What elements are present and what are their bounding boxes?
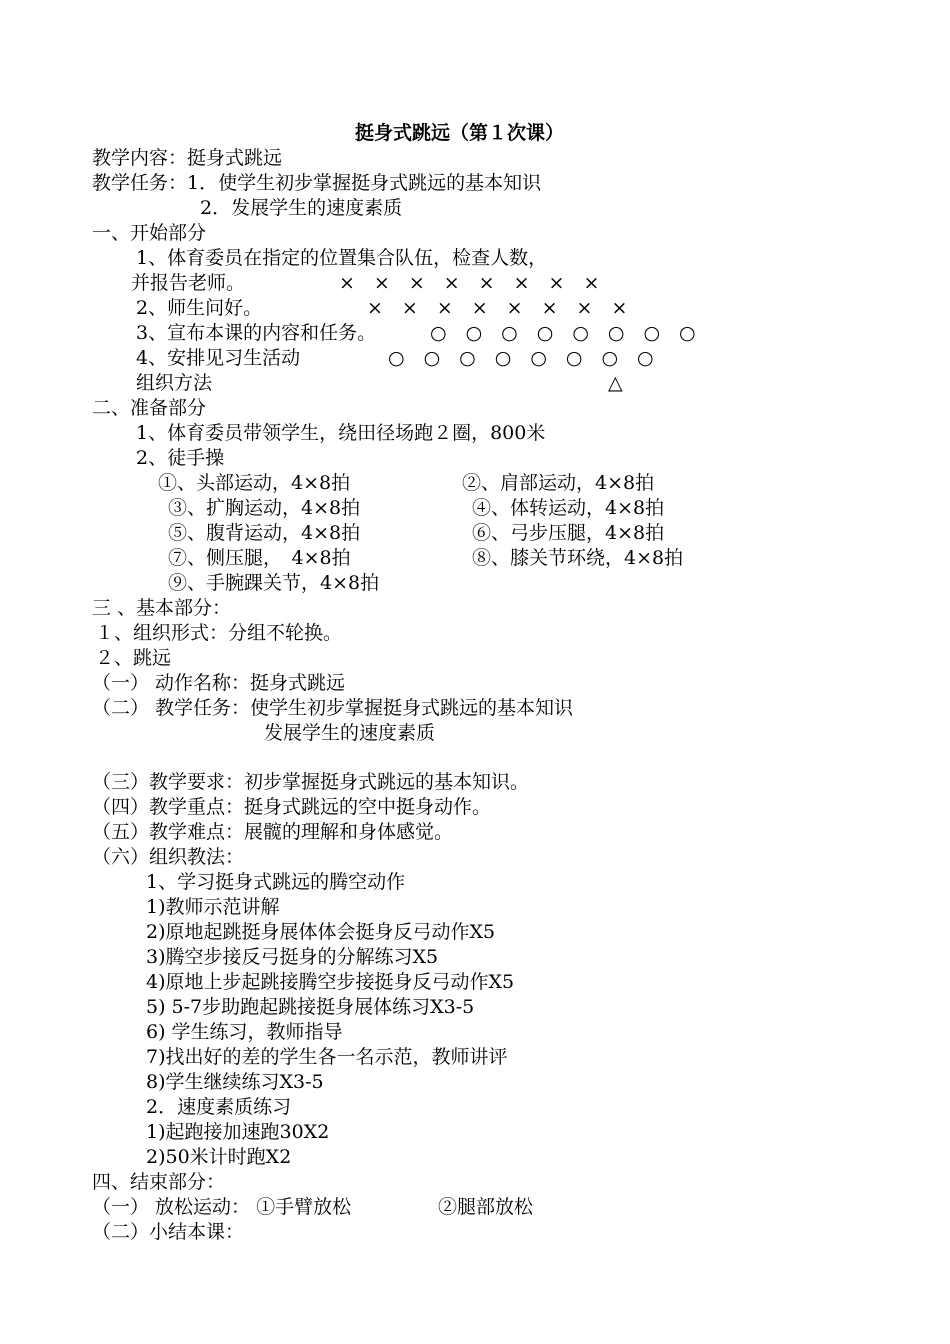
main-item-2: ２、跳远	[95, 647, 172, 669]
method-step-1: 1、学习挺身式跳远的腾空动作	[146, 871, 406, 893]
prep-item-2: 2、徒手操	[136, 447, 225, 469]
teaching-requirement: （三）教学要求：初步掌握挺身式跳远的基本知识。	[92, 771, 530, 793]
method-substep-7: 7)找出好的差的学生各一名示范，教师讲评	[146, 1046, 508, 1068]
start-item-3: 3、宣布本课的内容和任务。	[136, 322, 377, 344]
exercise-4: ④、体转运动，4×8拍	[472, 497, 665, 519]
lesson-summary: （二）小结本课：	[92, 1221, 245, 1243]
main-teaching-task-cont: 发展学生的速度素质	[264, 722, 436, 744]
exercise-1: ①、头部运动，4×8拍	[158, 472, 351, 494]
start-item-2: 2、师生问好。	[136, 297, 263, 319]
section-heading-start: 一、开始部分	[92, 222, 207, 244]
prep-item-1: 1、体育委员带领学生，绕田径场跑２圈，800米	[136, 422, 546, 444]
relax-exercise: （一） 放松运动： ①手臂放松	[92, 1196, 352, 1218]
exercise-9: ⑨、手腕踝关节，4×8拍	[168, 572, 380, 594]
exercise-7: ⑦、侧压腿， 4×8拍	[168, 547, 351, 569]
document-title: 挺身式跳远（第１次课）	[355, 122, 565, 144]
exercise-6: ⑥、弓步压腿，4×8拍	[472, 522, 665, 544]
relax-legs: ②腿部放松	[438, 1196, 534, 1218]
formation-row-2: × × × × × × × ×	[367, 297, 628, 319]
formation-teacher: △	[608, 372, 623, 394]
method-substep-5: 5) 5-7步助跑起跳接挺身展体练习X3-5	[146, 996, 475, 1018]
formation-row-4: ○ ○ ○ ○ ○ ○ ○ ○	[388, 347, 654, 369]
start-item-1-cont: 并报告老师。	[131, 272, 246, 294]
method-substep-3: 3)腾空步接反弓挺身的分解练习X5	[146, 946, 439, 968]
method-substep-2: 2)原地起跳挺身展体体会挺身反弓动作X5	[146, 921, 496, 943]
formation-row-1: × × × × × × × ×	[339, 272, 600, 294]
exercise-2: ②、肩部运动，4×8拍	[462, 472, 655, 494]
teaching-difficulty: （五）教学难点：展髋的理解和身体感觉。	[92, 821, 454, 843]
teaching-task-2: 2．发展学生的速度素质	[200, 197, 403, 219]
teaching-content: 教学内容：挺身式跳远	[92, 147, 283, 169]
speed-substep-2: 2)50米计时跑X2	[146, 1146, 292, 1168]
section-heading-main: 三 、基本部分：	[92, 597, 232, 619]
formation-row-3: ○ ○ ○ ○ ○ ○ ○ ○	[430, 322, 696, 344]
method-substep-1: 1)教师示范讲解	[146, 896, 280, 918]
section-heading-prep: 二、准备部分	[92, 397, 207, 419]
teaching-method: （六）组织教法：	[92, 846, 245, 868]
method-step-2: 2．速度素质练习	[146, 1096, 292, 1118]
main-teaching-task: （二） 教学任务：使学生初步掌握挺身式跳远的基本知识	[92, 697, 574, 719]
main-item-1: １、组织形式：分组不轮换。	[95, 622, 343, 644]
exercise-5: ⑤、腹背运动，4×8拍	[168, 522, 361, 544]
start-item-4: 4、安排见习生活动	[136, 347, 301, 369]
exercise-8: ⑧、膝关节环绕，4×8拍	[472, 547, 684, 569]
start-item-1: 1、体育委员在指定的位置集合队伍，检查人数，	[136, 247, 548, 269]
method-substep-4: 4)原地上步起跳接腾空步接挺身反弓动作X5	[146, 971, 515, 993]
speed-substep-1: 1)起跑接加速跑30X2	[146, 1121, 330, 1143]
teaching-focus: （四）教学重点：挺身式跳远的空中挺身动作。	[92, 796, 492, 818]
method-substep-6: 6) 学生练习，教师指导	[146, 1021, 343, 1043]
main-action-name: （一） 动作名称：挺身式跳远	[92, 672, 346, 694]
teaching-task-1: 教学任务：1．使学生初步掌握挺身式跳远的基本知识	[92, 172, 542, 194]
organization-method: 组织方法	[136, 372, 213, 394]
method-substep-8: 8)学生继续练习X3-5	[146, 1071, 324, 1093]
section-heading-end: 四、结束部分：	[92, 1171, 226, 1193]
exercise-3: ③、扩胸运动，4×8拍	[168, 497, 361, 519]
